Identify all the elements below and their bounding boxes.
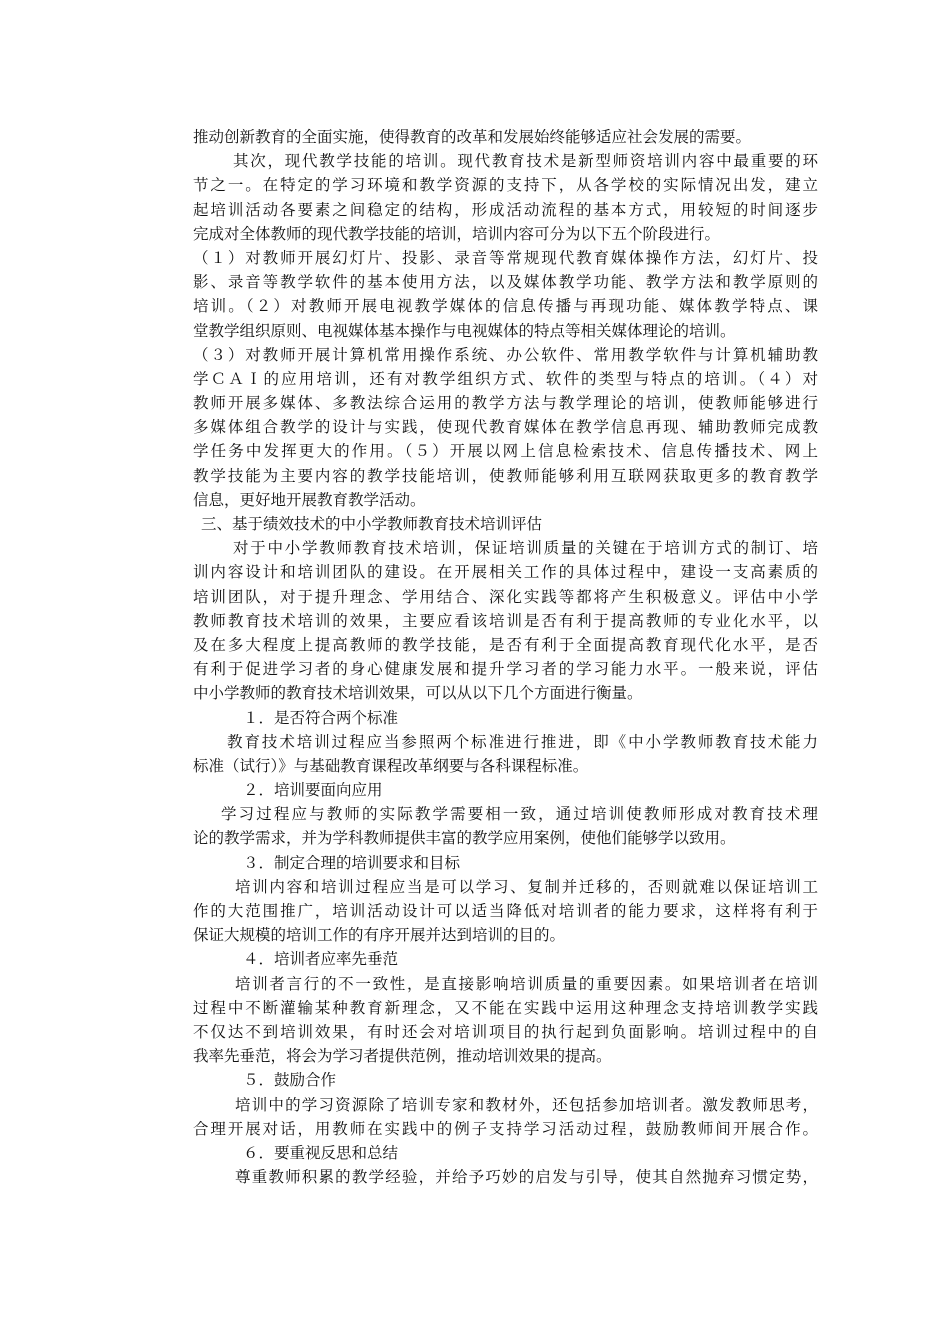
paragraph-line: 学ＣＡＩ的应用培训，还有对教学组织方式、软件的类型与特点的培训。（４）对 (193, 369, 818, 388)
paragraph-line: 保证大规模的培训工作的有序开展并达到培训的目的。 (193, 926, 566, 945)
paragraph-line: 学习过程应与教师的实际教学需要相一致，通过培训使教师形成对教育技术理 (221, 805, 818, 824)
paragraph-line: 论的教学需求，并为学科教师提供丰富的教学应用案例，使他们能够学以致用。 (193, 829, 736, 848)
paragraph-line: 培训团队，对于提升理念、学用结合、深化实践等都将产生积极意义。评估中小学 (193, 587, 818, 606)
paragraph-line: 培训中的学习资源除了培训专家和教材外，还包括参加培训者。激发教师思考， (235, 1095, 818, 1114)
section-heading: 三、基于绩效技术的中小学教师教育技术培训评估 (201, 515, 543, 533)
paragraph-line: 培训。（２）对教师开展电视教学媒体的信息传播与再现功能、媒体教学特点、课 (193, 297, 818, 316)
subsection-heading: １．是否符合两个标准 (243, 708, 399, 727)
paragraph-line: 不仅达不到培训效果，有时还会对培训项目的执行起到负面影响。培训过程中的自 (193, 1022, 818, 1041)
paragraph-line: 推动创新教育的全面实施，使得教育的改革和发展始终能够适应社会发展的需要。 (193, 128, 752, 146)
paragraph-line: 及在多大程度上提高教师的教学技能，是否有利于全面提高教育现代化水平，是否 (193, 635, 818, 654)
paragraph-line: 学任务中发挥更大的作用。（５）开展以网上信息检索技术、信息传播技术、网上 (193, 442, 818, 461)
paragraph-line: 训内容设计和培训团队的建设。在开展相关工作的具体过程中，建设一支高素质的 (193, 563, 818, 582)
paragraph-line: 过程中不断灌输某种教育新理念，又不能在实践中运用这种理念支持培训教学实践 (193, 998, 818, 1017)
subsection-heading: ６．要重视反思和总结 (243, 1143, 399, 1162)
document-body (193, 125, 818, 1189)
paragraph-line: 尊重教师积累的教学经验，并给予巧妙的启发与引导，使其自然抛弃习惯定势， (235, 1168, 818, 1187)
paragraph-line: 标准（试行）》与基础教育课程改革纲要与各科课程标准。 (193, 756, 589, 775)
paragraph-line: （１）对教师开展幻灯片、投影、录音等常规现代教育媒体操作方法，幻灯片、投 (193, 248, 818, 267)
paragraph-line: （３）对教师开展计算机常用操作系统、办公软件、常用教学软件与计算机辅助教 (193, 345, 818, 364)
paragraph-line: 教育技术培训过程应当参照两个标准进行推进，即《中小学教师教育技术能力 (227, 732, 818, 751)
paragraph-line: 节之一。在特定的学习环境和教学资源的支持下，从各学校的实际情况出发，建立 (193, 176, 818, 195)
paragraph-line: 我率先垂范，将会为学习者提供范例，推动培训效果的提高。 (193, 1047, 612, 1066)
paragraph-line: 培训者言行的不一致性，是直接影响培训质量的重要因素。如果培训者在培训 (235, 974, 818, 993)
paragraph-line: 中小学教师的教育技术培训效果，可以从以下几个方面进行衡量。 (193, 684, 643, 703)
paragraph-line: 信息，更好地开展教育教学活动。 (193, 490, 426, 509)
subsection-heading: ３．制定合理的培训要求和目标 (243, 853, 461, 872)
paragraph-line: 起培训活动各要素之间稳定的结构，形成活动流程的基本方式，用较短的时间逐步 (193, 200, 818, 219)
subsection-heading: ５．鼓励合作 (243, 1071, 337, 1090)
paragraph-line: 教学技能为主要内容的教学技能培训，使教师能够利用互联网获取更多的教育教学 (193, 466, 818, 485)
paragraph-line: 完成对全体教师的现代教学技能的培训，培训内容可分为以下五个阶段进行。 (193, 224, 721, 243)
subsection-heading: ２．培训要面向应用 (243, 781, 383, 800)
paragraph-line: 其次，现代教学技能的培训。现代教育技术是新型师资培训内容中最重要的环 (233, 152, 818, 171)
paragraph-line: 教师开展多媒体、多教法综合运用的教学方法与教学理论的培训，使教师能够进行 (193, 394, 818, 413)
paragraph-line: 合理开展对话，用教师在实践中的例子支持学习活动过程，鼓励教师间开展合作。 (193, 1119, 818, 1138)
subsection-heading: ４．培训者应率先垂范 (243, 950, 399, 969)
paragraph-line: 作的大范围推广，培训活动设计可以适当降低对培训者的能力要求，这样将有利于 (193, 902, 818, 920)
paragraph-line: 影、录音等教学软件的基本使用方法，以及媒体教学功能、教学方法和教学原则的 (193, 273, 818, 292)
paragraph-line: 堂教学组织原则、电视媒体基本操作与电视媒体的特点等相关媒体理论的培训。 (193, 321, 736, 340)
paragraph-line: 教师教育技术培训的效果，主要应看该培训是否有利于提高教师的专业化水平，以 (193, 611, 818, 630)
paragraph-line: 多媒体组合教学的设计与实践，使现代教育媒体在教学信息再现、辅助教师完成教 (193, 418, 818, 437)
paragraph-line: 对于中小学教师教育技术培训，保证培训质量的关键在于培训方式的制订、培 (233, 539, 818, 558)
paragraph-line: 培训内容和培训过程应当是可以学习、复制并迁移的，否则就难以保证培训工 (235, 877, 818, 896)
paragraph-line: 有利于促进学习者的身心健康发展和提升学习者的学习能力水平。一般来说，评估 (193, 660, 818, 679)
